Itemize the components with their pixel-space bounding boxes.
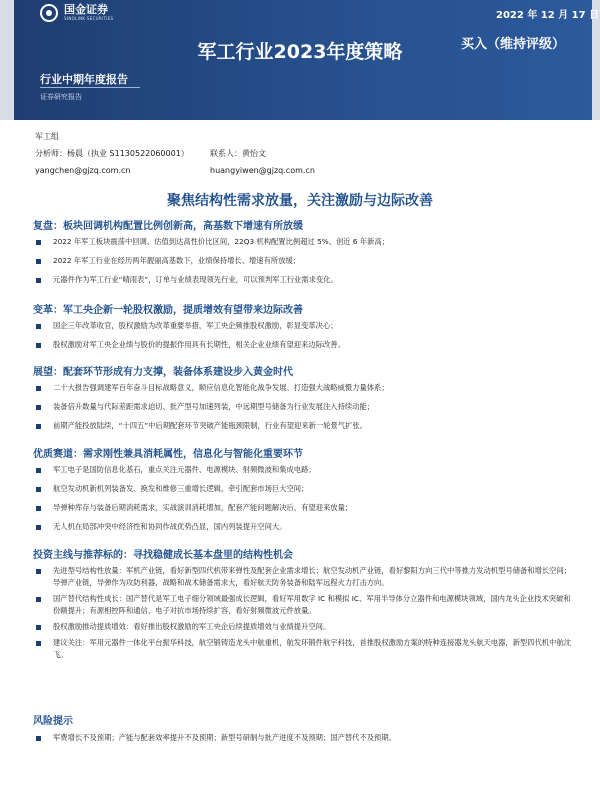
banner-left-stripe xyxy=(0,0,14,120)
section-track-list xyxy=(33,464,573,540)
logo-text xyxy=(64,4,113,22)
bullet-item: 元器件作为军工行业“晴雨表”，订单与业绩表现领先行业，可以预判军工行业需求变化。 xyxy=(33,274,573,286)
bullet-item: 前期产能投放陆续，“十四五”中后期配套环节突破产能瓶颈限制，行业有望迎来新一轮景气扩张。 xyxy=(33,420,573,432)
bullet-item: 军费增长不及预期；产能与配套效率提升不及预期；新型号研制与批产进度不及预期；国产替代不及预期。 xyxy=(33,732,573,744)
bullet-item: 建议关注：军用元器件一体化平台振华科技，航空锻铸造龙头中航重机，航发环锻件航宇科技，首推股权激励方案的特种连接器龙头航天电器，新型四代机中航沈飞。 xyxy=(33,637,573,661)
bullet-item: 国企三年改革收官，股权激励为改革重要举措，军工央企频推股权激励，彰显变革决心； xyxy=(33,320,573,332)
section-title-track: 优质赛道：需求刚性兼具消耗属性，信息化与智能化重要环节 xyxy=(33,449,303,460)
logo-icon xyxy=(40,4,58,22)
header-banner xyxy=(0,0,600,120)
contact-info: 联系人：黄怡文 xyxy=(210,149,266,158)
banner-divider xyxy=(40,87,140,88)
bullet-item: 二十大报告强调建军百年奋斗目标战略意义，顺应信息化智能化战争发展、打造强大战略威慑力量体系； xyxy=(33,382,573,394)
bullet-item: 2022 年军工板块震荡中回调、估值到达高性价比区间，22Q3 机构配置比例超过 5%、创近 6 年新高； xyxy=(33,236,573,248)
bullet-item: 装备倍升数量与代际差距需求迫切、批产型号加速列装，中远期型号储备为行业发展注入持续动能； xyxy=(33,401,573,413)
bullet-item: 国产替代结构性成长：国产替代是军工电子细分领域最强成长逻辑，看好军用数字 IC 和模拟 IC、军用半导体分立器件和电源模块领域，国内龙头企业技术突破和份额提升；有源相控阵和通信、电子对抗市场持续扩容，看好射频微波元件放量。 xyxy=(33,593,573,617)
bullet-item: 股权激励对军工央企业绩与股价的提振作用具有长期性，相关企业业绩有望迎来边际改善。 xyxy=(33,339,573,351)
bullet-item: 2022 年军工行业在经历两年靓丽高基数下，业绩保持增长、增速有所放缓； xyxy=(33,255,573,267)
research-group: 军工组 xyxy=(35,132,59,141)
bullet-item: 先进型号结构性放量：军机产业链，看好新型四代机带来弹性及配套企业需求增长；航空发动机产业链，看好黎阳方向三代中等推力发动机型号储备和增长空间；导弹产业链，导弹作为攻防利器，战略和战术储备需求大，看好航天防务装备和陆军远程火力打击方向。 xyxy=(33,565,573,589)
section-title-risk: 风险提示 xyxy=(33,716,73,727)
analyst-info: 分析师：杨晨（执业 S1130522060001） xyxy=(35,149,189,158)
bullet-item: 股权激励推动提质增效：看好推出股权激励的军工央企后续提质增效与业绩提升空间。 xyxy=(33,621,573,633)
headline: 聚焦结构性需求放量，关注激励与边际改善 xyxy=(167,193,433,209)
analyst-email: yangchen@gjzq.com.cn xyxy=(35,166,131,175)
report-category: 证券研究报告 xyxy=(40,93,82,101)
bullet-item: 军工电子是国防信息化基石，重点关注元器件、电源模块、射频微波和集成电路； xyxy=(33,464,573,476)
bullet-item: 航空发动机新机列装备发、换发和维修三重增长逻辑，牵引配套市场巨大空间； xyxy=(33,483,573,495)
company-logo xyxy=(40,4,113,22)
report-type: 行业中期年度报告 xyxy=(40,73,128,86)
section-title-outlook: 展望：配套环节形成有力支撑，装备体系建设步入黄金时代 xyxy=(33,367,293,378)
section-title-investment: 投资主线与推荐标的：寻找稳健成长基本盘里的结构性机会 xyxy=(33,550,293,561)
contact-email: huangyiwen@gjzq.com.cn xyxy=(210,166,315,175)
section-investment-list xyxy=(33,565,573,665)
section-title-review: 复盘：板块回调机构配置比例创新高，高基数下增速有所放缓 xyxy=(33,221,303,232)
section-reform-list xyxy=(33,320,573,358)
logo-name-cn: 国金证券 xyxy=(64,3,108,16)
section-title-reform: 变革：军工央企新一轮股权激励，提质增效有望带来边际改善 xyxy=(33,305,303,316)
bullet-item: 导弹种库存与装备后期消耗需求，实战演训消耗增加，配套产能问题解决后、有望迎来放量； xyxy=(33,502,573,514)
rating-label: 买入（维持评级） xyxy=(461,37,566,52)
report-title: 军工行业2023年度策略 xyxy=(197,41,403,63)
logo-name-en: SINOLINK SECURITIES xyxy=(64,16,114,21)
section-risk-list xyxy=(33,732,573,751)
report-date: 2022 年 12 月 17 日 xyxy=(496,10,600,21)
bullet-item: 无人机在局部冲突中经济性和协同作战优势凸显，国内列装提升空间大。 xyxy=(33,521,573,533)
section-review-list xyxy=(33,236,573,293)
section-outlook-list xyxy=(33,382,573,439)
